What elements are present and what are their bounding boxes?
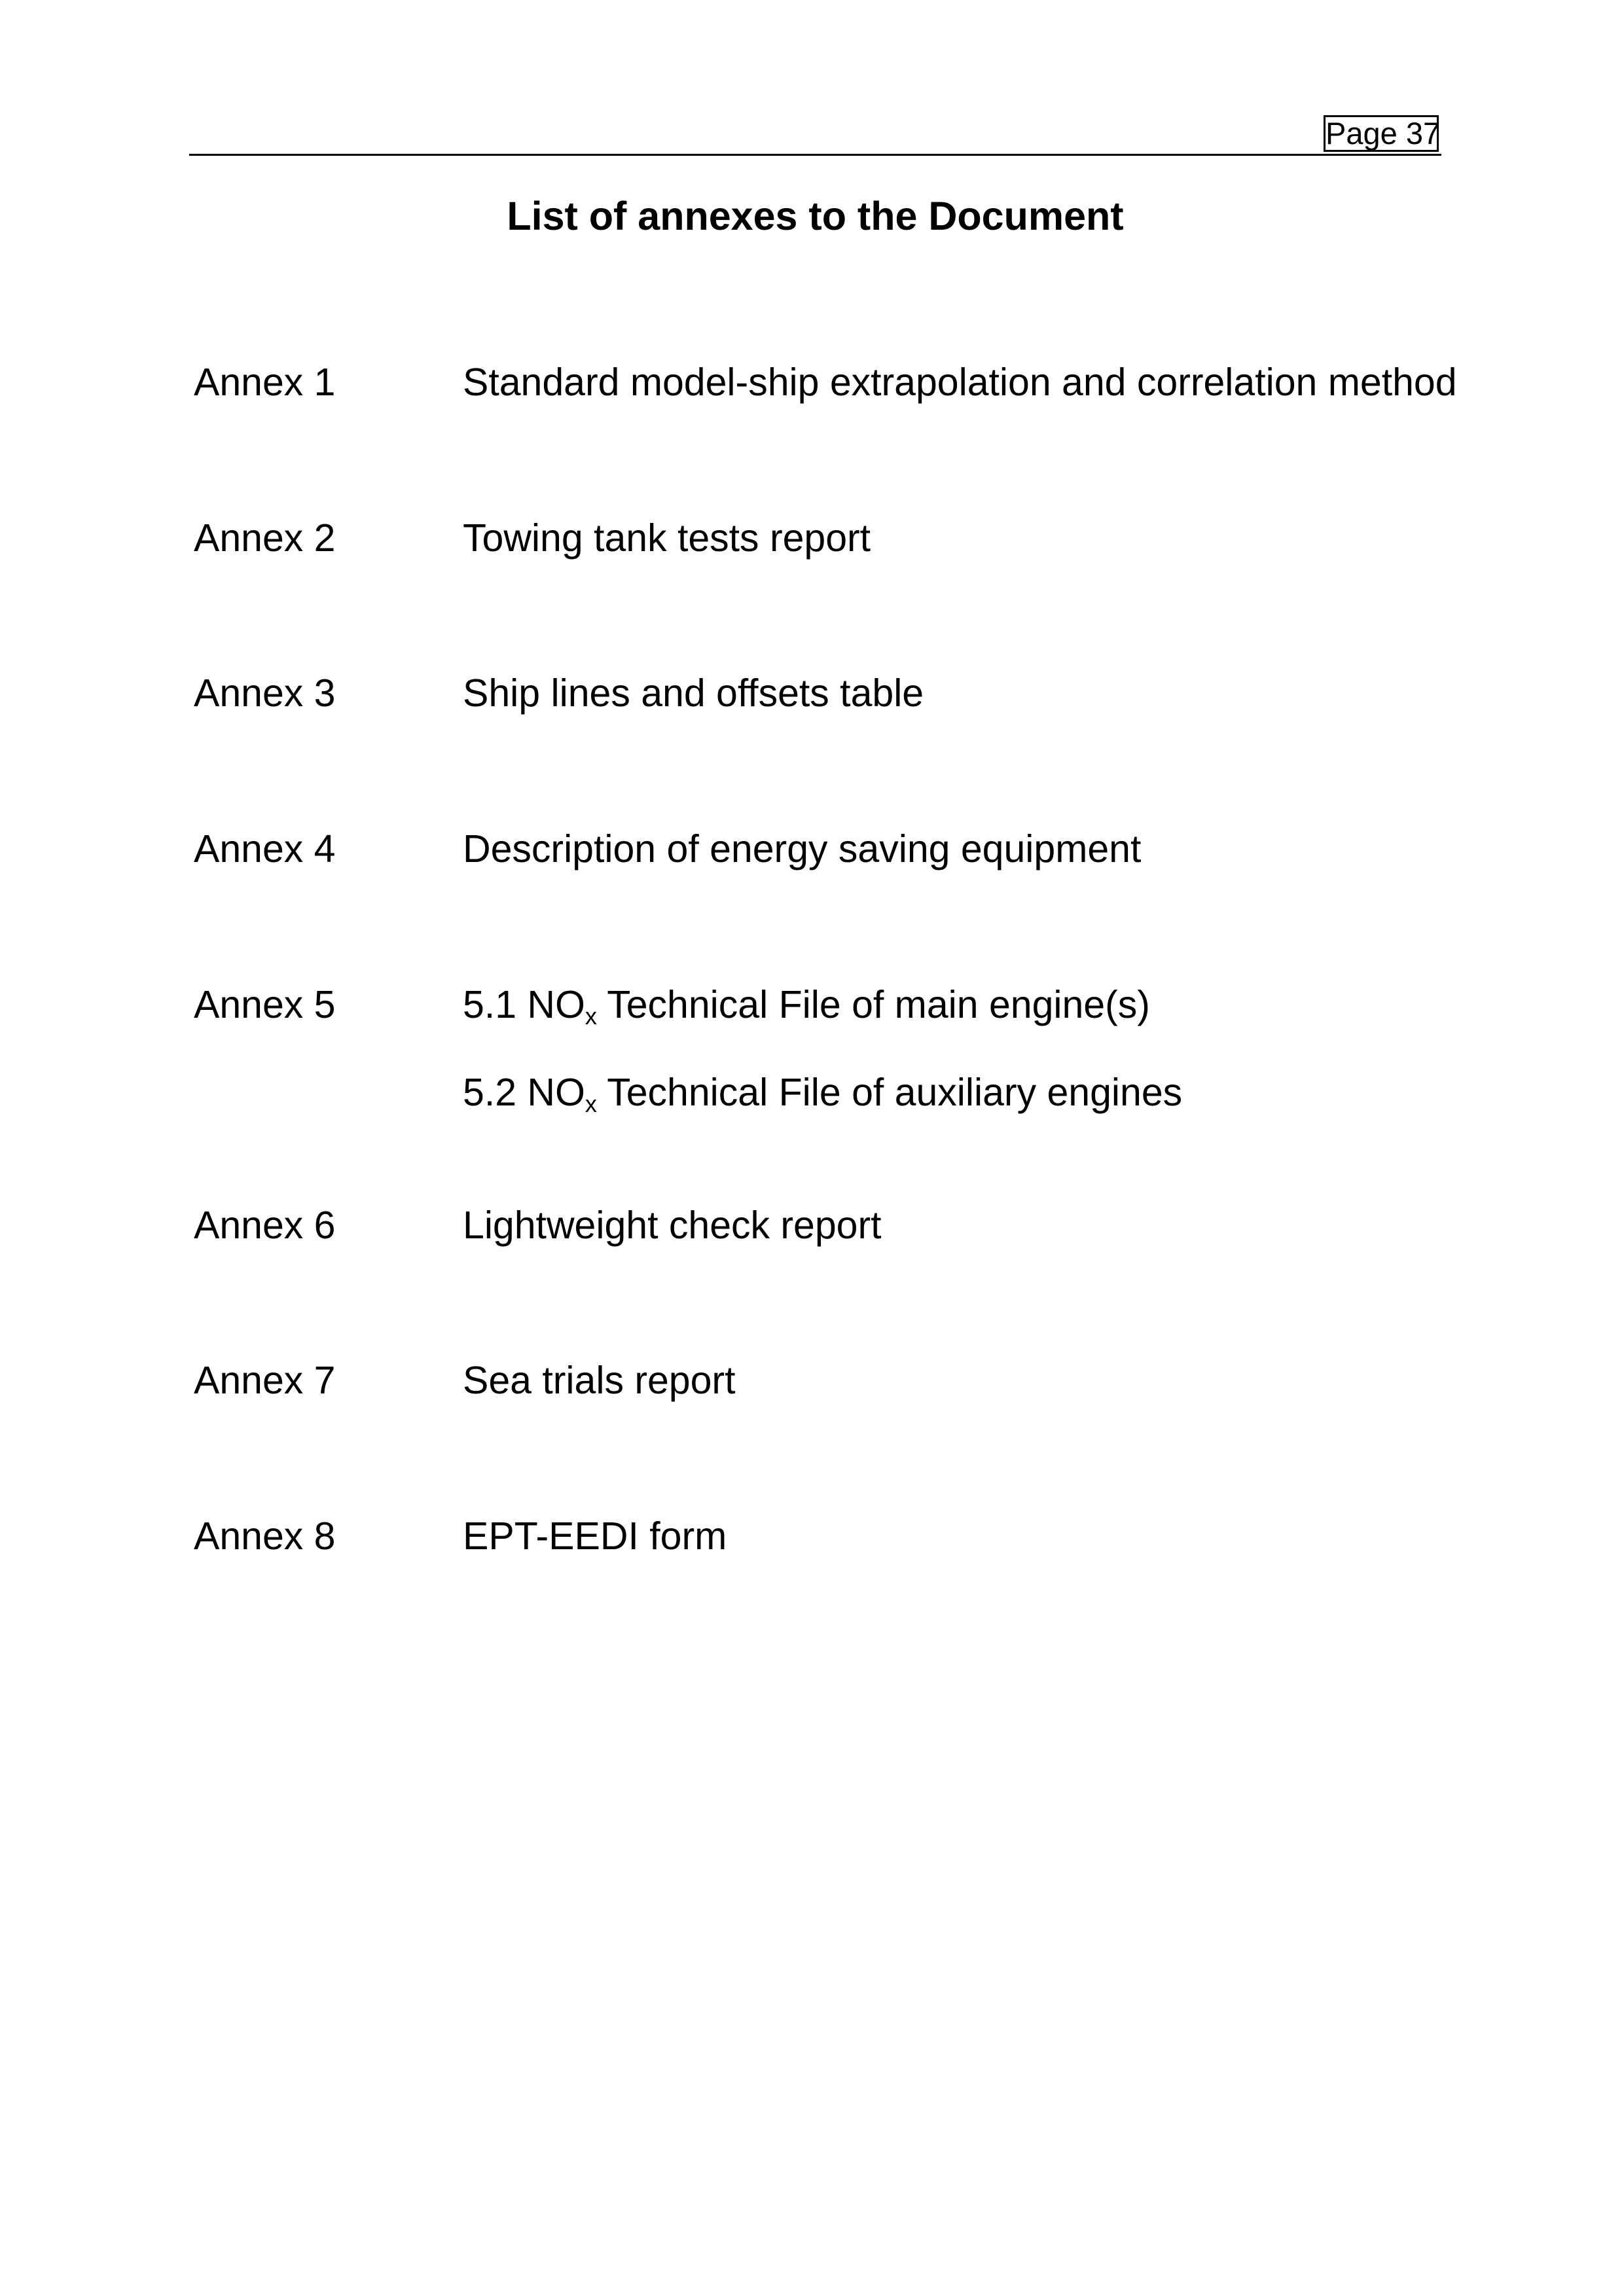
annex-7-label: Annex 7 <box>194 1359 336 1402</box>
annex-7-description: Sea trials report <box>463 1359 736 1402</box>
annex-5-item-2-prefix: 5.2 NO <box>463 1071 585 1114</box>
annex-4-description: Description of energy saving equipment <box>463 827 1142 870</box>
annex-5-item-2 <box>463 1069 1182 1127</box>
annex-2-description: Towing tank tests report <box>463 516 871 560</box>
annex-6-label: Annex 6 <box>194 1204 336 1247</box>
annex-1-label: Annex 1 <box>194 361 336 404</box>
annex-5-item-2-subscript: x <box>585 1090 597 1117</box>
annex-3-label: Annex 3 <box>194 672 336 715</box>
annex-8-label: Annex 8 <box>194 1515 336 1558</box>
annex-5-item-1-subscript: x <box>585 1003 597 1030</box>
annex-6-description: Lightweight check report <box>463 1204 882 1247</box>
annex-5-item-1-suffix: Technical File of main engine(s) <box>596 983 1150 1026</box>
page-title: List of annexes to the Document <box>507 194 1124 238</box>
annex-5-item-2-suffix: Technical File of auxiliary engines <box>596 1071 1183 1114</box>
annex-1-description: Standard model-ship extrapolation and correlation method <box>463 361 1457 404</box>
annex-4-label: Annex 4 <box>194 827 336 870</box>
annex-3-description: Ship lines and offsets table <box>463 672 924 715</box>
annex-8-description: EPT-EEDI form <box>463 1515 727 1558</box>
annex-5-label: Annex 5 <box>194 983 336 1026</box>
annex-2-label: Annex 2 <box>194 516 336 560</box>
page-number: Page 37 <box>1324 115 1439 152</box>
annex-5-item-1 <box>463 982 1150 1039</box>
annex-5-item-1-prefix: 5.1 NO <box>463 983 585 1026</box>
